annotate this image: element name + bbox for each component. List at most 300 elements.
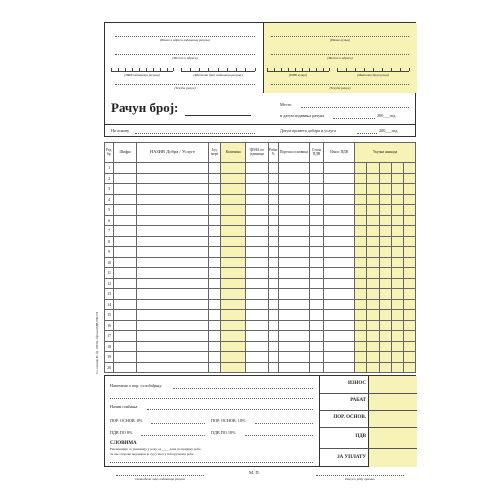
table-cell	[278, 362, 309, 373]
table-cell	[208, 194, 220, 205]
table-row	[105, 352, 416, 363]
table-cell	[309, 163, 323, 174]
table-cell	[324, 247, 355, 258]
table-row	[105, 226, 416, 237]
table-cell	[114, 278, 137, 289]
table-cell	[404, 289, 416, 300]
table-cell	[324, 278, 355, 289]
table-cell	[367, 310, 379, 321]
table-cell	[324, 236, 355, 247]
table-cell	[379, 257, 391, 268]
note-line	[173, 388, 313, 389]
table-row	[105, 247, 416, 258]
buyer-pib-boxes	[267, 68, 329, 72]
table-cell	[268, 331, 278, 342]
col-header-code: Шифра	[114, 143, 137, 163]
row-number-cell: 20	[105, 362, 114, 373]
table-cell	[208, 268, 220, 279]
table-cell	[324, 341, 355, 352]
table-cell	[367, 341, 379, 352]
table-cell	[379, 299, 391, 310]
table-cell	[392, 310, 404, 321]
table-cell	[136, 173, 208, 184]
seller-account-line	[115, 84, 255, 85]
seller-account-caption: (Текући рачун)	[174, 86, 196, 90]
table-cell	[367, 163, 379, 174]
table-cell	[136, 215, 208, 226]
delivery-year: 200___год.	[379, 128, 399, 133]
table-cell	[324, 215, 355, 226]
table-cell	[136, 362, 208, 373]
table-cell	[268, 278, 278, 289]
table-cell	[278, 257, 309, 268]
table-cell	[246, 257, 269, 268]
tax-base-8-label: ПОР. ОСНОВ. 8%	[110, 418, 143, 423]
table-cell	[221, 184, 246, 195]
table-cell	[367, 331, 379, 342]
col-header-vat-rate: Стопа ПДВ	[309, 143, 323, 163]
row-number-cell: 14	[105, 299, 114, 310]
side-note: Сл. гласник РС бр. 105/04, образац ПДВ-РАЧУН	[95, 312, 99, 374]
header-block	[104, 22, 416, 137]
table-cell	[208, 163, 220, 174]
table-cell	[324, 194, 355, 205]
buyer-place-line	[271, 54, 409, 55]
table-cell	[208, 362, 220, 373]
terms-line-1: Рекламације се уважавају у року од ____ дана по пријему робе.	[110, 447, 202, 451]
table-cell	[114, 215, 137, 226]
invoice-number-line	[185, 115, 251, 116]
table-row	[105, 184, 416, 195]
row-number-cell: 11	[105, 268, 114, 279]
table-cell	[221, 226, 246, 237]
invoice-form	[95, 22, 416, 481]
table-row	[105, 163, 416, 174]
table-cell	[379, 247, 391, 258]
table-cell	[309, 352, 323, 363]
table-cell	[221, 257, 246, 268]
table-cell	[404, 205, 416, 216]
table-cell	[404, 299, 416, 310]
table-cell	[404, 320, 416, 331]
table-cell	[355, 215, 367, 226]
table-row	[105, 331, 416, 342]
table-cell	[309, 289, 323, 300]
table-cell	[392, 247, 404, 258]
table-cell	[404, 331, 416, 342]
tax-base-18-label: ПОР. ОСНОВ. 18%	[211, 418, 246, 423]
table-cell	[278, 331, 309, 342]
table-cell	[208, 257, 220, 268]
tax-base-18-line	[255, 423, 313, 424]
table-cell	[324, 268, 355, 279]
table-cell	[246, 299, 269, 310]
table-cell	[309, 173, 323, 184]
table-row	[105, 362, 416, 373]
table-cell	[114, 362, 137, 373]
table-cell	[309, 299, 323, 310]
table-cell	[309, 184, 323, 195]
table-cell	[246, 163, 269, 174]
table-cell	[404, 215, 416, 226]
col-header-name: НАЗИВ Добра / Услуге	[136, 143, 208, 163]
table-cell	[392, 278, 404, 289]
row-number-cell: 17	[105, 331, 114, 342]
table-cell	[309, 205, 323, 216]
row-number-cell: 12	[105, 278, 114, 289]
row-number-cell: 16	[105, 320, 114, 331]
table-cell	[208, 310, 220, 321]
seller-pib-boxes	[111, 68, 173, 72]
table-cell	[355, 226, 367, 237]
buyer-account-caption: (Текући рачун)	[329, 86, 351, 90]
table-cell	[379, 205, 391, 216]
table-cell	[355, 299, 367, 310]
table-cell	[355, 341, 367, 352]
table-cell	[379, 173, 391, 184]
row-number-cell: 5	[105, 205, 114, 216]
table-cell	[392, 362, 404, 373]
table-cell	[309, 310, 323, 321]
buyer-pib-caption: (ПИБ купца)	[288, 73, 308, 77]
table-cell	[136, 320, 208, 331]
table-cell	[355, 362, 367, 373]
table-cell	[268, 352, 278, 363]
table-cell	[208, 184, 220, 195]
table-cell	[221, 310, 246, 321]
table-cell	[404, 247, 416, 258]
table-cell	[114, 289, 137, 300]
table-cell	[268, 299, 278, 310]
table-cell	[246, 320, 269, 331]
table-cell	[355, 331, 367, 342]
table-cell	[268, 362, 278, 373]
table-cell	[114, 268, 137, 279]
table-cell	[268, 173, 278, 184]
table-cell	[324, 205, 355, 216]
table-cell	[309, 341, 323, 352]
buyer-id-boxes	[337, 68, 409, 72]
table-cell	[268, 215, 278, 226]
table-cell	[392, 257, 404, 268]
table-cell	[404, 257, 416, 268]
table-cell	[208, 173, 220, 184]
basis-label: На основу	[111, 128, 130, 133]
row-number-cell: 10	[105, 257, 114, 268]
table-cell	[246, 226, 269, 237]
table-cell	[355, 194, 367, 205]
seller-place-line	[115, 54, 255, 55]
table-cell	[367, 352, 379, 363]
table-cell	[114, 299, 137, 310]
table-cell	[355, 257, 367, 268]
buyer-name-caption: (Назив купца)	[330, 38, 350, 42]
table-cell	[246, 173, 269, 184]
col-header-vat-amount: Износ ПДВ	[324, 143, 355, 163]
table-cell	[367, 205, 379, 216]
col-header-tax-base: Пореска основица	[278, 143, 309, 163]
table-cell	[367, 173, 379, 184]
table-cell	[268, 289, 278, 300]
table-cell	[221, 215, 246, 226]
table-cell	[268, 194, 278, 205]
table-cell	[246, 205, 269, 216]
table-cell	[355, 352, 367, 363]
buyer-account-line	[271, 84, 409, 85]
table-cell	[136, 226, 208, 237]
table-cell	[268, 257, 278, 268]
table-cell	[268, 184, 278, 195]
table-cell	[208, 247, 220, 258]
table-cell	[136, 205, 208, 216]
vat-8-label: ПДВ ПО 8%	[110, 430, 133, 435]
table-cell	[367, 362, 379, 373]
table-cell	[136, 278, 208, 289]
table-cell	[355, 310, 367, 321]
row-number-cell: 15	[105, 310, 114, 321]
table-cell	[367, 184, 379, 195]
row-number-cell: 7	[105, 226, 114, 237]
table-cell	[404, 236, 416, 247]
words-label: СЛОВИМА	[110, 441, 137, 446]
table-cell	[392, 331, 404, 342]
invoice-title: Рачун број:	[111, 100, 179, 115]
table-row	[105, 289, 416, 300]
table-row	[105, 341, 416, 352]
table-cell	[278, 184, 309, 195]
payment-line	[147, 409, 313, 410]
payment-label: Начин плаћања	[110, 404, 138, 409]
table-cell	[221, 194, 246, 205]
table-cell	[367, 194, 379, 205]
summary-amount-label: ИЗНОС	[348, 381, 366, 386]
table-cell	[355, 247, 367, 258]
header-divider	[105, 124, 415, 125]
table-cell	[278, 205, 309, 216]
row-number-cell: 13	[105, 289, 114, 300]
table-cell	[379, 215, 391, 226]
table-cell	[379, 163, 391, 174]
buyer-place-caption: (Место и адреса)	[327, 56, 353, 60]
summary-discount-label: РАБАТ	[350, 398, 366, 403]
table-cell	[268, 320, 278, 331]
table-cell	[309, 278, 323, 289]
table-cell	[379, 184, 391, 195]
table-cell	[324, 226, 355, 237]
table-cell	[355, 320, 367, 331]
table-cell	[392, 341, 404, 352]
seller-name-caption: (Назив и адреса издаваоца рачуна)	[159, 38, 211, 42]
table-cell	[404, 341, 416, 352]
table-cell	[278, 299, 309, 310]
table-cell	[136, 184, 208, 195]
table-cell	[392, 215, 404, 226]
table-cell	[392, 163, 404, 174]
table-cell	[278, 310, 309, 321]
table-cell	[392, 184, 404, 195]
table-cell	[114, 163, 137, 174]
table-cell	[379, 289, 391, 300]
table-cell	[208, 289, 220, 300]
table-cell	[392, 352, 404, 363]
table-cell	[309, 194, 323, 205]
table-cell	[221, 362, 246, 373]
table-row	[105, 278, 416, 289]
table-cell	[136, 341, 208, 352]
row-number-cell: 8	[105, 236, 114, 247]
table-cell	[246, 184, 269, 195]
table-cell	[309, 320, 323, 331]
row-number-cell: 9	[105, 247, 114, 258]
table-cell	[355, 289, 367, 300]
issue-date-line	[333, 118, 375, 119]
vat-8-line	[141, 435, 205, 436]
table-cell	[324, 184, 355, 195]
table-cell	[221, 247, 246, 258]
table-cell	[309, 215, 323, 226]
summary-values	[369, 376, 417, 467]
table-cell	[404, 310, 416, 321]
table-cell	[114, 226, 137, 237]
table-cell	[367, 268, 379, 279]
vat-18-label: ПДВ ПО 18%	[211, 430, 236, 435]
table-cell	[278, 247, 309, 258]
table-cell	[309, 331, 323, 342]
table-cell	[114, 173, 137, 184]
table-cell	[309, 257, 323, 268]
summary-labels	[320, 376, 369, 467]
table-cell	[392, 173, 404, 184]
table-cell	[379, 268, 391, 279]
table-cell	[246, 247, 269, 258]
table-cell	[246, 289, 269, 300]
table-cell	[367, 278, 379, 289]
table-cell	[268, 268, 278, 279]
table-cell	[367, 215, 379, 226]
table-cell	[404, 268, 416, 279]
table-cell	[268, 247, 278, 258]
table-cell	[367, 289, 379, 300]
table-cell	[136, 236, 208, 247]
table-cell	[367, 236, 379, 247]
table-cell	[278, 226, 309, 237]
table-cell	[324, 352, 355, 363]
table-cell	[404, 226, 416, 237]
buyer-id-caption: (Матични број купца)	[357, 73, 389, 77]
signature-left-line	[116, 475, 204, 476]
table-row	[105, 268, 416, 279]
table-cell	[392, 268, 404, 279]
table-cell	[136, 268, 208, 279]
footer-block	[104, 375, 416, 467]
table-row	[105, 205, 416, 216]
table-cell	[278, 215, 309, 226]
table-cell	[355, 236, 367, 247]
table-cell	[404, 352, 416, 363]
table-cell	[136, 257, 208, 268]
issue-date-label: и датум издавања рачуна	[280, 113, 325, 118]
table-cell	[136, 331, 208, 342]
col-header-total: Укупна накнада	[355, 143, 416, 163]
table-cell	[136, 247, 208, 258]
table-cell	[367, 299, 379, 310]
table-cell	[324, 163, 355, 174]
table-cell	[114, 352, 137, 363]
table-cell	[208, 215, 220, 226]
table-cell	[278, 278, 309, 289]
table-cell	[379, 341, 391, 352]
seller-id-boxes	[181, 68, 255, 72]
table-cell	[379, 226, 391, 237]
table-cell	[208, 341, 220, 352]
table-cell	[221, 173, 246, 184]
row-number-cell: 18	[105, 341, 114, 352]
table-cell	[114, 331, 137, 342]
issue-year: 200___год.	[377, 113, 397, 118]
summary-total-label: ЗА УПЛАТУ	[337, 455, 366, 460]
table-cell	[221, 289, 246, 300]
table-cell	[246, 194, 269, 205]
table-cell	[392, 289, 404, 300]
table-cell	[208, 320, 220, 331]
table-cell	[208, 299, 220, 310]
table-cell	[404, 194, 416, 205]
signature-right-line	[316, 475, 404, 476]
table-cell	[246, 236, 269, 247]
place-label: Место	[280, 102, 292, 107]
table-cell	[136, 163, 208, 174]
row-number-cell: 4	[105, 194, 114, 205]
place-line	[301, 107, 409, 108]
table-cell	[221, 268, 246, 279]
table-cell	[114, 320, 137, 331]
table-cell	[246, 362, 269, 373]
table-cell	[221, 163, 246, 174]
table-cell	[221, 299, 246, 310]
table-cell	[136, 289, 208, 300]
table-cell	[324, 257, 355, 268]
buyer-name-line	[271, 36, 409, 37]
table-row	[105, 310, 416, 321]
table-cell	[221, 236, 246, 247]
table-cell	[221, 205, 246, 216]
words-line	[110, 462, 313, 463]
table-row	[105, 257, 416, 268]
table-cell	[246, 341, 269, 352]
table-cell	[392, 320, 404, 331]
table-cell	[136, 310, 208, 321]
table-cell	[114, 205, 137, 216]
table-cell	[114, 257, 137, 268]
table-cell	[246, 268, 269, 279]
table-cell	[278, 236, 309, 247]
table-cell	[278, 163, 309, 174]
table-cell	[379, 236, 391, 247]
seller-name-line	[115, 36, 255, 37]
items-table-body	[105, 163, 416, 373]
table-cell	[246, 310, 269, 321]
table-cell	[268, 163, 278, 174]
summary-tax-base-label: ПОР. ОСНОВ.	[333, 415, 366, 420]
table-cell	[379, 310, 391, 321]
table-cell	[367, 226, 379, 237]
table-cell	[392, 205, 404, 216]
table-cell	[268, 226, 278, 237]
delivery-date-label: Датум промета добара и услуга	[280, 128, 336, 133]
table-cell	[114, 341, 137, 352]
summary-vat-label: ПДВ	[355, 434, 366, 439]
table-cell	[268, 310, 278, 321]
